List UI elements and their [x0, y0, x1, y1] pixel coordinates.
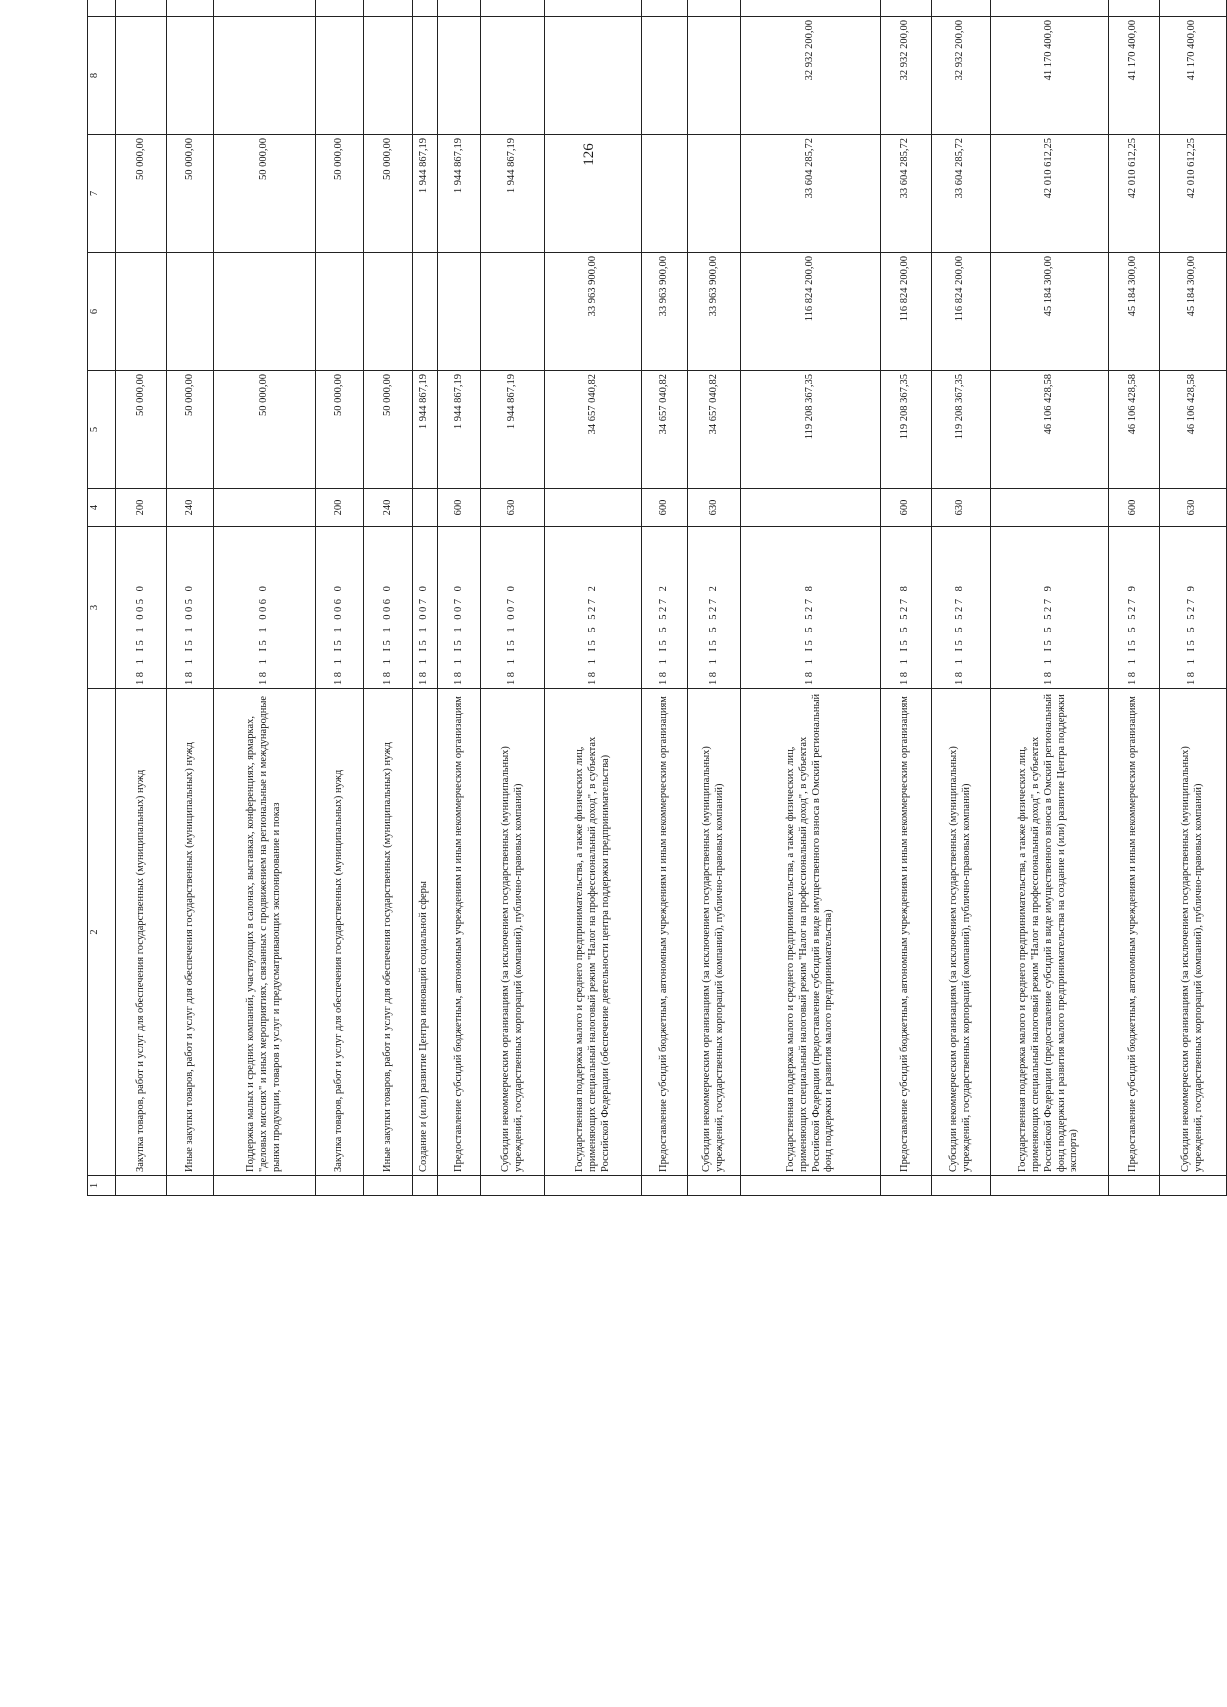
- amount-cell-5: 1 944 867,19: [438, 371, 481, 489]
- table-row: [214, 0, 316, 1196]
- amount-cell-9: [438, 0, 481, 17]
- amount-cell-8: 32 932 200,00: [931, 17, 990, 135]
- amount-cell-8: [438, 17, 481, 135]
- description-cell: Субсидии некоммерческим организациям (за исключением государственных (муниципальных) учреждений, государственных корпораций (компаний), публично-правовых компаний): [687, 689, 741, 1176]
- expense-type-cell: 630: [481, 489, 545, 527]
- amount-cell-5: 34 657 040,82: [687, 371, 741, 489]
- amount-cell-5: 50 000,00: [167, 371, 214, 489]
- budget-code-cell: 18 1 I5 5 527 8: [931, 527, 990, 689]
- table-row: [167, 0, 214, 1196]
- row-number-cell: [438, 1176, 481, 1196]
- description-cell: Государственная поддержка малого и среднего предпринимательства, а также физических лиц, применяющих специальный налоговый режим "Налог на профессиональный доход", в субъектах Российской Федерации (предоставление субсидий в виде имущественного взноса в Омский региональный фонд поддержки и развития малого предпринимательства на создание и (или) развитие Центра поддержки экспорта): [990, 689, 1108, 1176]
- amount-cell-9: [931, 0, 990, 17]
- description-cell: Закупка товаров, работ и услуг для обеспечения государственных (муниципальных) нужд: [316, 689, 364, 1176]
- column-header: 7: [88, 135, 116, 253]
- expense-type-cell: 600: [438, 489, 481, 527]
- amount-cell-9: [641, 0, 687, 17]
- amount-cell-6: 33 963 900,00: [641, 253, 687, 371]
- row-number-cell: [990, 1176, 1108, 1196]
- amount-cell-7: 42 010 612,25: [990, 135, 1108, 253]
- expense-type-cell: 600: [1108, 489, 1159, 527]
- amount-cell-7: 50 000,00: [116, 135, 167, 253]
- amount-cell-9: [687, 0, 741, 17]
- description-cell: Субсидии некоммерческим организациям (за исключением государственных (муниципальных) учреждений, государственных корпораций (компаний), публично-правовых компаний): [931, 689, 990, 1176]
- expense-type-cell: 200: [116, 489, 167, 527]
- amount-cell-9: [1108, 0, 1159, 17]
- budget-code-cell: 18 1 I5 1 005 0: [116, 527, 167, 689]
- amount-cell-5: 46 106 428,58: [990, 371, 1108, 489]
- amount-cell-9: [990, 0, 1108, 17]
- amount-cell-7: [641, 135, 687, 253]
- amount-cell-7: 50 000,00: [364, 135, 412, 253]
- table-row: [1159, 0, 1226, 1196]
- description-cell: Государственная поддержка малого и среднего предпринимательства, а также физических лиц, применяющих специальный налоговый режим "Налог на профессиональный доход", в субъектах Российской Федерации (обеспечение деятельности центра поддержки предпринимательства): [545, 689, 642, 1176]
- amount-cell-6: [438, 253, 481, 371]
- amount-cell-5: 119 208 367,35: [741, 371, 881, 489]
- amount-cell-6: 33 963 900,00: [687, 253, 741, 371]
- expense-type-cell: [412, 489, 437, 527]
- amount-cell-7: 1 944 867,19: [412, 135, 437, 253]
- table-row: [412, 0, 437, 1196]
- budget-code-cell: 18 1 I5 5 527 2: [545, 527, 642, 689]
- table-row: [641, 0, 687, 1196]
- amount-cell-9: [214, 0, 316, 17]
- amount-cell-6: [116, 253, 167, 371]
- column-header: [88, 0, 116, 17]
- amount-cell-7: 33 604 285,72: [931, 135, 990, 253]
- amount-cell-8: [481, 17, 545, 135]
- row-number-cell: [687, 1176, 741, 1196]
- amount-cell-9: [167, 0, 214, 17]
- amount-cell-5: 119 208 367,35: [880, 371, 931, 489]
- amount-cell-6: [481, 253, 545, 371]
- column-header: 2: [88, 689, 116, 1176]
- table-row: [741, 0, 881, 1196]
- header-row: [88, 0, 116, 1196]
- amount-cell-5: 34 657 040,82: [641, 371, 687, 489]
- column-header: 3: [88, 527, 116, 689]
- amount-cell-7: 42 010 612,25: [1108, 135, 1159, 253]
- description-cell: Иные закупки товаров, работ и услуг для обеспечения государственных (муниципальных) нужд: [167, 689, 214, 1176]
- row-number-cell: [641, 1176, 687, 1196]
- row-number-cell: [741, 1176, 881, 1196]
- budget-code-cell: 18 1 I5 5 527 8: [741, 527, 881, 689]
- column-header: 6: [88, 253, 116, 371]
- column-header: 5: [88, 371, 116, 489]
- amount-cell-5: 50 000,00: [214, 371, 316, 489]
- amount-cell-7: 50 000,00: [316, 135, 364, 253]
- amount-cell-5: 1 944 867,19: [412, 371, 437, 489]
- amount-cell-8: [214, 17, 316, 135]
- table-row: [931, 0, 990, 1196]
- description-cell: Субсидии некоммерческим организациям (за исключением государственных (муниципальных) учреждений, государственных корпораций (компаний), публично-правовых компаний): [1159, 689, 1226, 1176]
- amount-cell-8: [687, 17, 741, 135]
- amount-cell-6: [412, 253, 437, 371]
- amount-cell-7: 42 010 612,25: [1159, 135, 1226, 253]
- budget-code-cell: 18 1 I5 1 006 0: [364, 527, 412, 689]
- table-row: [116, 0, 167, 1196]
- budget-code-cell: 18 1 I5 1 005 0: [167, 527, 214, 689]
- amount-cell-9: [481, 0, 545, 17]
- budget-code-cell: 18 1 I5 1 007 0: [438, 527, 481, 689]
- amount-cell-6: 45 184 300,00: [1159, 253, 1226, 371]
- row-number-cell: [1159, 1176, 1226, 1196]
- table-row: [481, 0, 545, 1196]
- amount-cell-5: 1 944 867,19: [481, 371, 545, 489]
- budget-code-cell: 18 1 I5 1 007 0: [481, 527, 545, 689]
- row-number-cell: [880, 1176, 931, 1196]
- description-cell: Создание и (или) развитие Центра инноваций социальной сферы: [412, 689, 437, 1176]
- budget-code-cell: 18 1 I5 5 527 2: [641, 527, 687, 689]
- description-cell: Предоставление субсидий бюджетным, автономным учреждениям и иным некоммерческим организациям: [641, 689, 687, 1176]
- amount-cell-6: 45 184 300,00: [1108, 253, 1159, 371]
- expense-type-cell: 600: [880, 489, 931, 527]
- budget-sheet: [87, 20, 1227, 1196]
- amount-cell-9: [1159, 0, 1226, 17]
- amount-cell-5: 50 000,00: [364, 371, 412, 489]
- amount-cell-9: [880, 0, 931, 17]
- amount-cell-8: 41 170 400,00: [1108, 17, 1159, 135]
- rotated-page: [87, 20, 1223, 1200]
- description-cell: Иные закупки товаров, работ и услуг для обеспечения государственных (муниципальных) нужд: [364, 689, 412, 1176]
- description-cell: Предоставление субсидий бюджетным, автономным учреждениям и иным некоммерческим организациям: [880, 689, 931, 1176]
- amount-cell-8: [167, 17, 214, 135]
- expense-type-cell: [214, 489, 316, 527]
- expense-type-cell: 630: [687, 489, 741, 527]
- amount-cell-9: [116, 0, 167, 17]
- amount-cell-6: [364, 253, 412, 371]
- amount-cell-7: [687, 135, 741, 253]
- budget-code-cell: 18 1 I5 5 527 9: [1108, 527, 1159, 689]
- amount-cell-6: 45 184 300,00: [990, 253, 1108, 371]
- amount-cell-9: [316, 0, 364, 17]
- amount-cell-7: 1 944 867,19: [438, 135, 481, 253]
- description-cell: Предоставление субсидий бюджетным, автономным учреждениям и иным некоммерческим организациям: [438, 689, 481, 1176]
- amount-cell-8: [364, 17, 412, 135]
- table-row: [990, 0, 1108, 1196]
- budget-code-cell: 18 1 I5 5 527 2: [687, 527, 741, 689]
- amount-cell-5: 50 000,00: [316, 371, 364, 489]
- row-number-cell: [412, 1176, 437, 1196]
- description-cell: Предоставление субсидий бюджетным, автономным учреждениям и иным некоммерческим организациям: [1108, 689, 1159, 1176]
- amount-cell-8: [641, 17, 687, 135]
- budget-code-cell: 18 1 I5 5 527 9: [990, 527, 1108, 689]
- amount-cell-6: 33 963 900,00: [545, 253, 642, 371]
- description-cell: Государственная поддержка малого и среднего предпринимательства, а также физических лиц, применяющих специальный налоговый режим "Налог на профессиональный доход", в субъектах Российской Федерации (предоставление субсидий в виде имущественного взноса в Омский региональный фонд поддержки и развития малого предпринимательства): [741, 689, 881, 1176]
- amount-cell-7: 50 000,00: [214, 135, 316, 253]
- amount-cell-9: [545, 0, 642, 17]
- budget-table: [87, 0, 1227, 1196]
- expense-type-cell: 600: [641, 489, 687, 527]
- amount-cell-5: 46 106 428,58: [1108, 371, 1159, 489]
- amount-cell-6: 116 824 200,00: [741, 253, 881, 371]
- row-number-cell: [1108, 1176, 1159, 1196]
- amount-cell-5: 50 000,00: [116, 371, 167, 489]
- amount-cell-9: [741, 0, 881, 17]
- column-header: 4: [88, 489, 116, 527]
- table-row: [438, 0, 481, 1196]
- budget-code-cell: 18 1 I5 5 527 8: [880, 527, 931, 689]
- row-number-cell: [545, 1176, 642, 1196]
- amount-cell-8: 32 932 200,00: [741, 17, 881, 135]
- amount-cell-7: 33 604 285,72: [741, 135, 881, 253]
- column-header: 8: [88, 17, 116, 135]
- budget-code-cell: 18 1 I5 1 006 0: [214, 527, 316, 689]
- budget-code-cell: 18 1 I5 5 527 9: [1159, 527, 1226, 689]
- budget-code-cell: 18 1 I5 1 007 0: [412, 527, 437, 689]
- expense-type-cell: 630: [1159, 489, 1226, 527]
- amount-cell-8: 41 170 400,00: [1159, 17, 1226, 135]
- amount-cell-8: [116, 17, 167, 135]
- amount-cell-6: [316, 253, 364, 371]
- table-row: [316, 0, 364, 1196]
- amount-cell-6: 116 824 200,00: [880, 253, 931, 371]
- description-cell: Закупка товаров, работ и услуг для обеспечения государственных (муниципальных) нужд: [116, 689, 167, 1176]
- table-row: [880, 0, 931, 1196]
- row-number-cell: [214, 1176, 316, 1196]
- amount-cell-7: 33 604 285,72: [880, 135, 931, 253]
- amount-cell-6: [214, 253, 316, 371]
- amount-cell-8: [412, 17, 437, 135]
- expense-type-cell: 200: [316, 489, 364, 527]
- table-row: [545, 0, 642, 1196]
- column-header: 1: [88, 1176, 116, 1196]
- table-row: [687, 0, 741, 1196]
- amount-cell-7: 50 000,00: [167, 135, 214, 253]
- row-number-cell: [116, 1176, 167, 1196]
- amount-cell-6: [167, 253, 214, 371]
- amount-cell-8: 41 170 400,00: [990, 17, 1108, 135]
- table-row: [364, 0, 412, 1196]
- amount-cell-7: [545, 135, 642, 253]
- amount-cell-9: [412, 0, 437, 17]
- row-number-cell: [167, 1176, 214, 1196]
- page-number: 126: [580, 143, 597, 166]
- amount-cell-8: 32 932 200,00: [880, 17, 931, 135]
- amount-cell-9: [364, 0, 412, 17]
- amount-cell-5: 119 208 367,35: [931, 371, 990, 489]
- amount-cell-6: 116 824 200,00: [931, 253, 990, 371]
- row-number-cell: [931, 1176, 990, 1196]
- expense-type-cell: [990, 489, 1108, 527]
- expense-type-cell: [545, 489, 642, 527]
- expense-type-cell: 240: [364, 489, 412, 527]
- expense-type-cell: 630: [931, 489, 990, 527]
- row-number-cell: [364, 1176, 412, 1196]
- row-number-cell: [316, 1176, 364, 1196]
- budget-code-cell: 18 1 I5 1 006 0: [316, 527, 364, 689]
- amount-cell-8: [316, 17, 364, 135]
- description-cell: Субсидии некоммерческим организациям (за исключением государственных (муниципальных) учреждений, государственных корпораций (компаний), публично-правовых компаний): [481, 689, 545, 1176]
- row-number-cell: [481, 1176, 545, 1196]
- expense-type-cell: [741, 489, 881, 527]
- amount-cell-8: [545, 17, 642, 135]
- description-cell: Поддержка малых и средних компаний, участвующих в салонах, выставках, конференциях, ярмарках, "деловых миссиях" и иных мероприятиях, связанных с продвижением на региональные и международные рынки продукции, товаров и услуг и предусматривающих экспонирование и показ: [214, 689, 316, 1176]
- amount-cell-7: 1 944 867,19: [481, 135, 545, 253]
- table-row: [1108, 0, 1159, 1196]
- expense-type-cell: 240: [167, 489, 214, 527]
- amount-cell-5: 34 657 040,82: [545, 371, 642, 489]
- amount-cell-5: 46 106 428,58: [1159, 371, 1226, 489]
